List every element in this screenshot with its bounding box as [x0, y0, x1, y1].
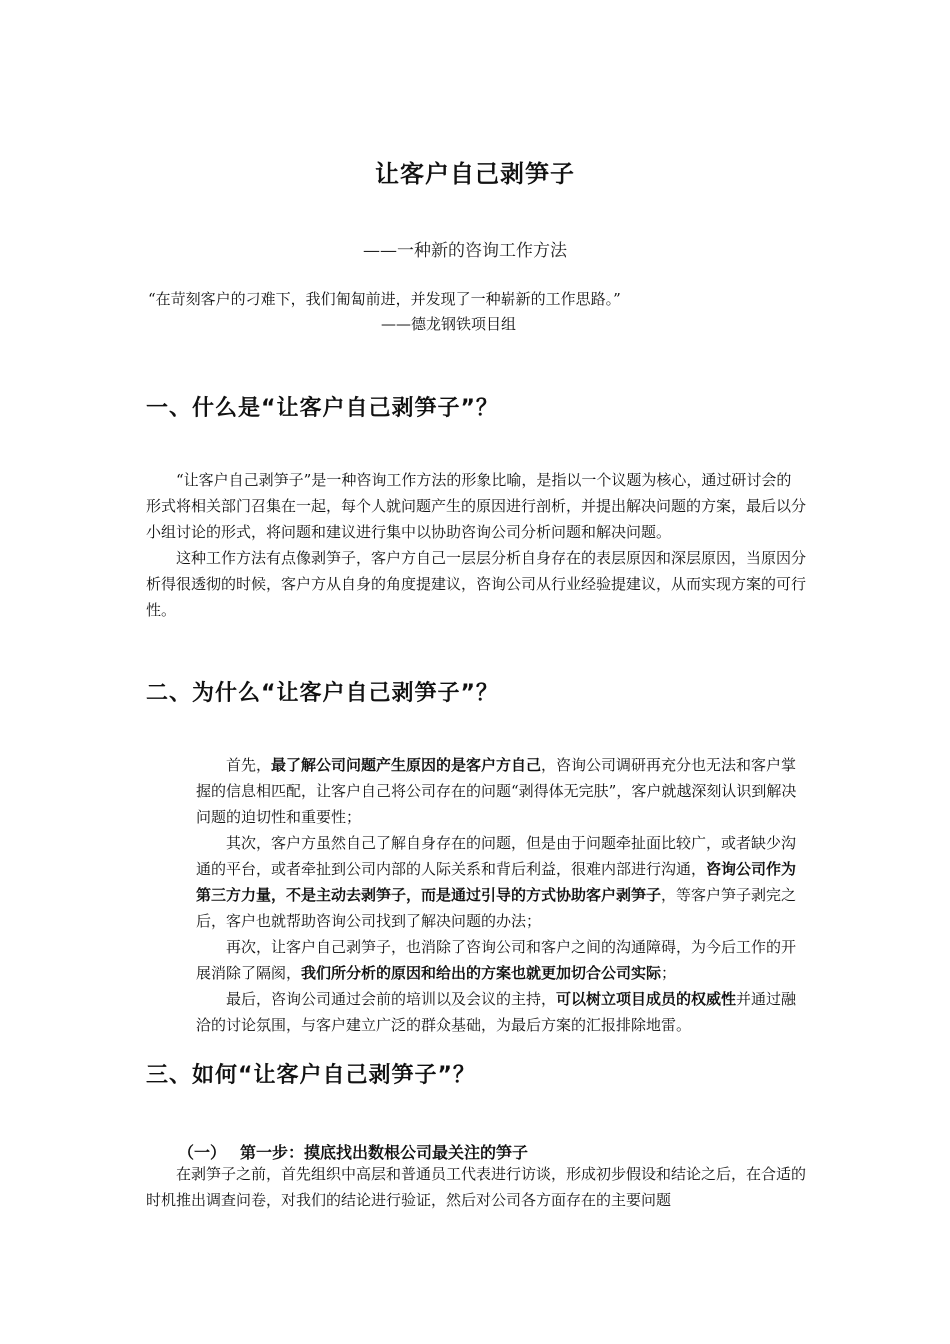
section-1-paragraph-1: “让客户自己剥笋子”是一种咨询工作方法的形象比喻，是指以一个议题为核心，通过研讨会的形式将相关部门召集在一起，每个人就问题产生的原因进行剖析，并提出解决问题的方案，最后以分小组讨论的形式，将问题和建议进行集中以协助咨询公司分析问题和解决问题。: [146, 471, 807, 541]
document-subtitle: ——一种新的咨询工作方法: [363, 241, 567, 261]
section-1-paragraph-2: 这种工作方法有点像剥笋子，客户方自己一层层分析自身存在的表层原因和深层原因，当原因分析得很透彻的时候，客户方从自身的角度提建议，咨询公司从行业经验提建议，从而实现方案的可行性。: [146, 549, 807, 619]
section-2-heading: 二、为什么“让客户自己剥笋子”？: [146, 681, 499, 706]
section-2-paragraph-3: 再次，让客户自己剥笋子，也消除了咨询公司和客户之间的沟通障碍，为今后工作的开展消除了隔阂，我们所分析的原因和给出的方案也就更加切合公司实际；: [196, 938, 797, 982]
document-title: 让客户自己剥笋子: [375, 160, 575, 188]
section-2-paragraph-2: 其次，客户方虽然自己了解自身存在的问题，但是由于问题牵扯面比较广，或者缺少沟通的平台，或者牵扯到公司内部的人际关系和背后利益，很难内部进行沟通，咨询公司作为第三方力量，不是主动去剥笋子，而是通过引导的方式协助客户剥笋子，等客户笋子剥完之后，客户也就帮助咨询公司找到了解决问题的办法；: [196, 834, 797, 930]
step-1-number: （一）: [178, 1143, 227, 1162]
emphasis-text: 最了解公司问题产生原因的是客户方自己: [271, 756, 542, 774]
section-2-paragraph-4: 最后，咨询公司通过会前的培训以及会议的主持，可以树立项目成员的权威性并通过融洽的讨论氛围，与客户建立广泛的群众基础，为最后方案的汇报排除地雷。: [196, 990, 797, 1034]
step-1-heading: [178, 1140, 528, 1163]
section-1-body: [146, 467, 806, 623]
emphasis-text: 咨询公司作为第三方力量，不是主动去剥笋子，而是通过引导的方式协助客户剥笋子: [196, 860, 797, 904]
emphasis-text: 可以树立项目成员的权威性: [556, 990, 737, 1008]
section-1-heading: 一、什么是“让客户自己剥笋子”？: [146, 396, 499, 421]
step-1-title: 第一步：摸底找出数根公司最关注的笋子: [240, 1143, 529, 1162]
section-2-body: [196, 752, 808, 1038]
emphasis-text: 我们所分析的原因和给出的方案也就更加切合公司实际: [301, 964, 662, 982]
epigraph-quote: “在苛刻客户的刁难下，我们匍匐前进，并发现了一种崭新的工作思路。”: [148, 290, 621, 308]
step-1-paragraph: 在剥笋子之前，首先组织中高层和普通员工代表进行访谈，形成初步假设和结论之后，在合适的时机推出调查问卷，对我们的结论进行验证，然后对公司各方面存在的主要问题: [146, 1165, 807, 1209]
epigraph-attribution: ——德龙钢铁项目组: [381, 315, 517, 333]
section-3-body: [146, 1161, 806, 1213]
section-3-heading: 三、如何“让客户自己剥笋子”？: [146, 1063, 476, 1088]
section-2-paragraph-1: 首先，最了解公司问题产生原因的是客户方自己，咨询公司调研再充分也无法和客户掌握的信息相匹配，让客户自己将公司存在的问题“剥得体无完肤”，客户就越深刻认识到解决问题的迫切性和重要性；: [196, 756, 797, 826]
